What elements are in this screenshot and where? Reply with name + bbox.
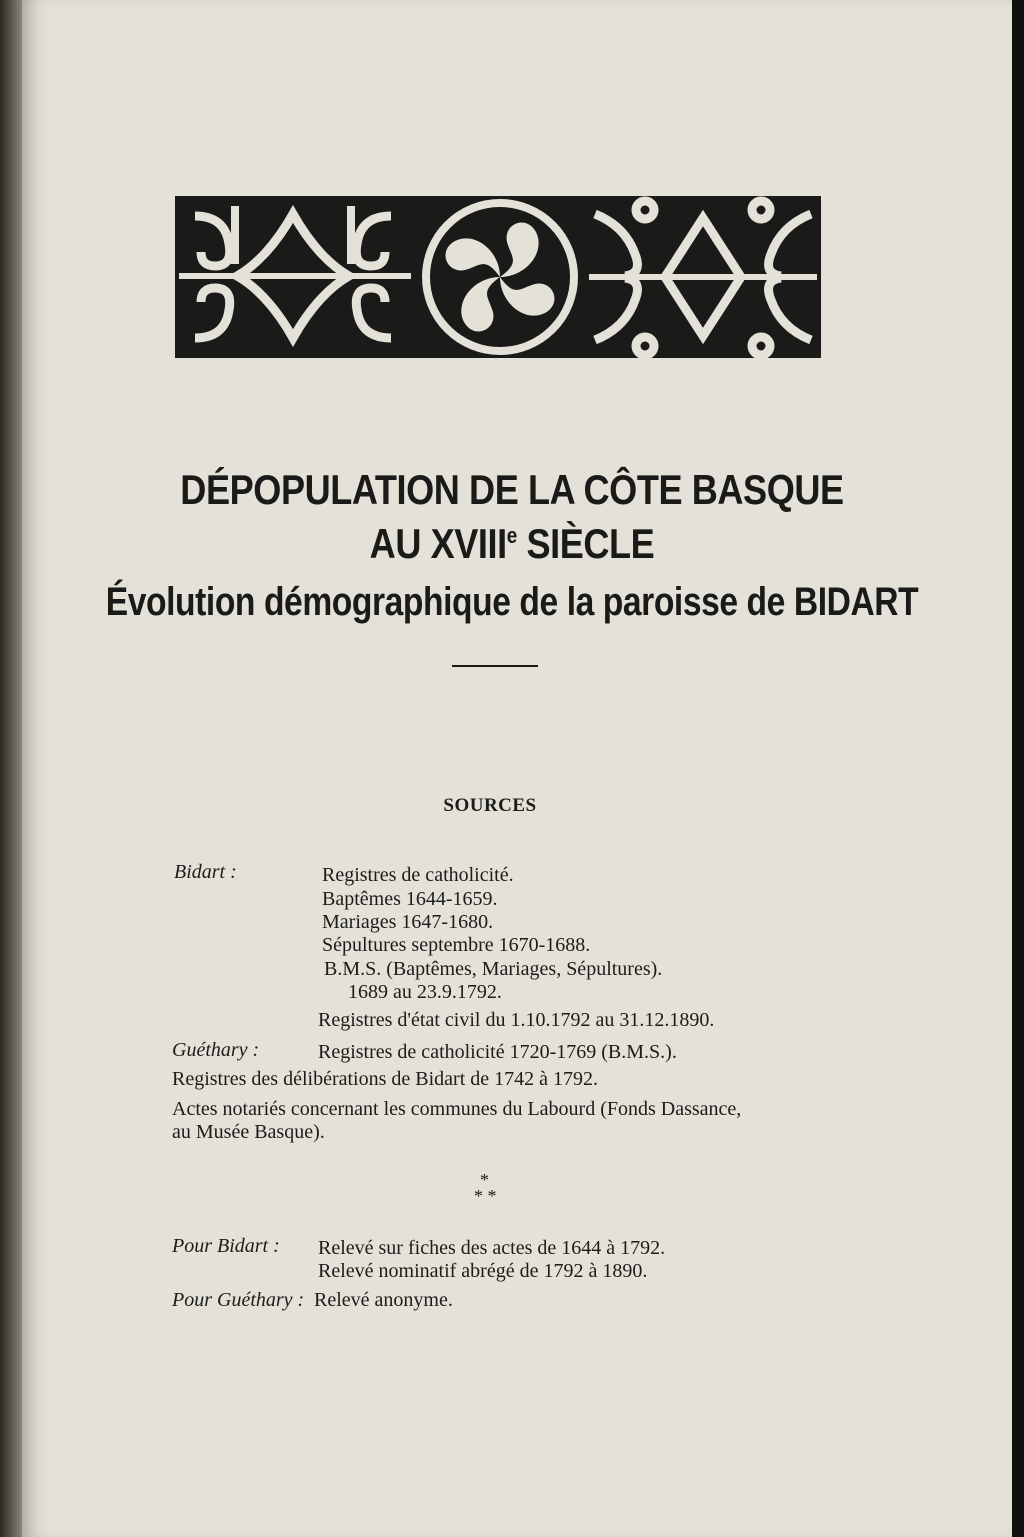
pour-bidart-item-2: Relevé nominatif abrégé de 1792 à 1890. bbox=[318, 1260, 648, 1282]
guethary-label: Guéthary : bbox=[172, 1039, 260, 1061]
deliberations-line: Registres des délibérations de Bidart de 1742 à 1792. bbox=[172, 1068, 599, 1090]
guethary-item: Registres de catholicité 1720-1769 (B.M.S.). bbox=[318, 1041, 677, 1063]
bidart-item-2: Baptêmes 1644-1659. bbox=[322, 888, 498, 910]
title-line-1: DÉPOPULATION DE LA CÔTE BASQUE bbox=[180, 466, 844, 513]
bidart-item-1: Registres de catholicité. bbox=[322, 864, 514, 886]
bidart-item-3: Mariages 1647-1680. bbox=[322, 911, 494, 933]
bidart-item-6: 1689 au 23.9.1792. bbox=[348, 981, 502, 1003]
bidart-label: Bidart : bbox=[174, 861, 237, 883]
bidart-item-4: Sépultures septembre 1670-1688. bbox=[322, 934, 591, 956]
title-line-2-pre: AU XVIII bbox=[369, 520, 507, 567]
divider-rule bbox=[452, 665, 538, 667]
title-superscript: e bbox=[506, 523, 517, 548]
subtitle: Évolution démographique de la paroisse de BIDART bbox=[105, 580, 919, 624]
pour-guethary-label: Pour Guéthary : bbox=[172, 1289, 305, 1311]
actes-line-2: au Musée Basque). bbox=[172, 1121, 325, 1143]
asterism-top: * bbox=[480, 1170, 489, 1190]
title-line-2 bbox=[72, 520, 953, 568]
basque-ornament-banner bbox=[175, 196, 821, 358]
bidart-item-5: B.M.S. (Baptêmes, Mariages, Sépultures). bbox=[324, 958, 663, 980]
lauburu-icon bbox=[415, 196, 585, 358]
pour-guethary-item: Relevé anonyme. bbox=[314, 1289, 453, 1311]
actes-line-1: Actes notariés concernant les communes du Labourd (Fonds Dassance, bbox=[172, 1098, 742, 1120]
asterism-bottom: * * bbox=[474, 1186, 497, 1206]
page-edge bbox=[1012, 0, 1024, 1537]
title-line-2-post: SIÈCLE bbox=[516, 520, 655, 567]
bidart-item-7: Registres d'état civil du 1.10.1792 au 31.12.1890. bbox=[318, 1009, 715, 1031]
sources-heading: SOURCES bbox=[443, 795, 537, 816]
pour-bidart-item-1: Relevé sur fiches des actes de 1644 à 1792. bbox=[318, 1237, 666, 1259]
pour-bidart-label: Pour Bidart : bbox=[172, 1235, 280, 1257]
